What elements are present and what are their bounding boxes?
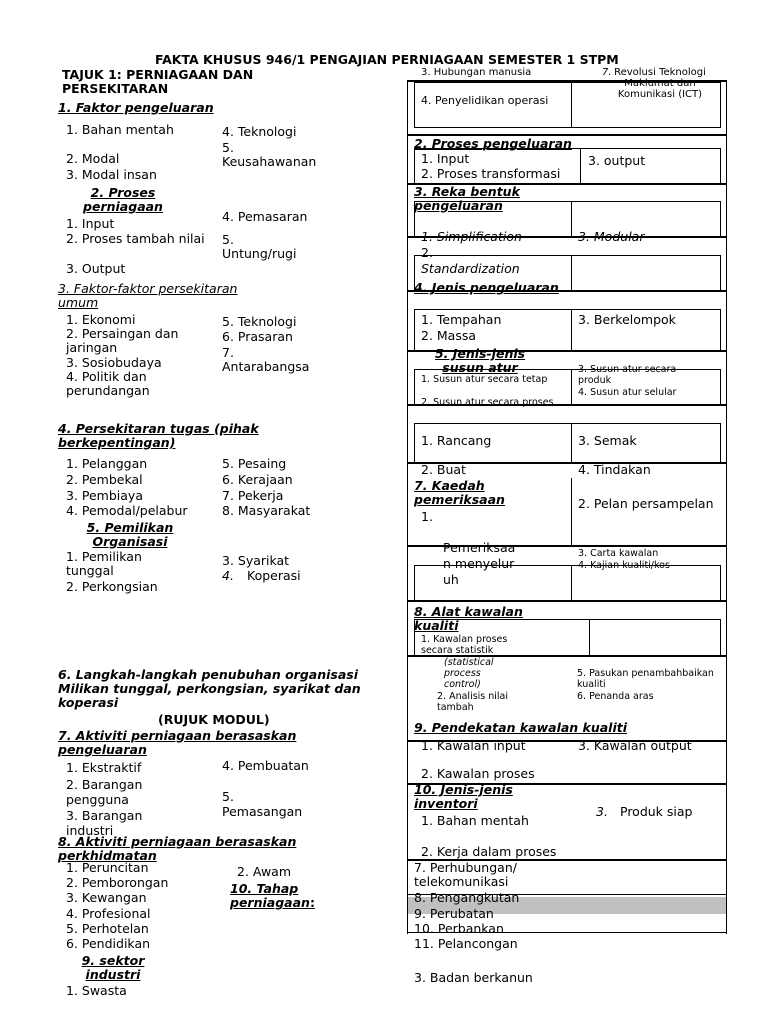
r8-item-1-en: (statistical process control) xyxy=(444,657,494,690)
s1-item-4: 4. Teknologi xyxy=(222,124,297,139)
s9-item-1: 1. Swasta xyxy=(66,983,127,998)
r5-heading: 5. Jenis-jenis susun atur xyxy=(434,346,526,375)
r3-item-2: Standardization xyxy=(421,261,520,276)
s3-item-6: 6. Prasaran xyxy=(222,329,293,344)
list-item-10: 10. Perbankan xyxy=(414,921,504,936)
r10-item-3: Produk siap xyxy=(620,804,693,819)
s1-item-2: 2. Modal xyxy=(66,151,120,166)
r6-item-3: 3. Semak xyxy=(578,433,637,448)
r6-item-4: 4. Tindakan xyxy=(578,462,651,477)
r8-item-6: 6. Penanda aras xyxy=(577,691,654,702)
sector-item-3: 3. Badan berkanun xyxy=(414,970,533,985)
s1-item-5: 5. Keusahawanan xyxy=(222,140,317,169)
r3-item-3: 3. Modular xyxy=(578,229,645,244)
r10-heading: 10. Jenis-jenis inventori xyxy=(414,782,513,811)
topic-title: TAJUK 1: PERNIAGAAN DAN PERSEKITARAN xyxy=(62,67,254,96)
list-item-7: 7. Perhubungan/ telekomunikasi xyxy=(414,860,517,889)
s3-item-4: 4. Politik dan perundangan xyxy=(66,369,150,398)
s7-item-2: 2. Barangan pengguna xyxy=(66,777,143,807)
r9-item-2: 2. Kawalan proses xyxy=(421,766,535,781)
rule xyxy=(571,82,572,127)
s4-item-7: 7. Pekerja xyxy=(222,488,284,503)
r7-item-1: Pemeriksaan menyeluruh xyxy=(443,540,516,587)
r8-item-5: 5. Pasukan penambahbaikan kualiti xyxy=(577,668,714,690)
s4-item-1: 1. Pelanggan xyxy=(66,456,148,471)
rule xyxy=(571,369,572,404)
s4-item-4: 4. Pemodal/pelabur xyxy=(66,503,188,518)
rule xyxy=(571,255,572,290)
r5-item-1: 1. Susun atur secara tetap xyxy=(421,374,548,385)
s8-item-3: 3. Kewangan xyxy=(66,890,147,905)
rule xyxy=(571,565,572,600)
s5-item-4: Koperasi xyxy=(247,568,301,583)
r6-item-1: 1. Rancang xyxy=(421,433,492,448)
s4-item-3: 3. Pembiaya xyxy=(66,488,143,503)
s5-item-4-num: 4. xyxy=(222,568,234,583)
rule xyxy=(589,619,590,655)
s4-item-6: 6. Kerajaan xyxy=(222,472,293,487)
s2-heading: 2. Proses perniagaan xyxy=(83,185,163,214)
rule xyxy=(571,478,572,545)
r4-item-1: 1. Tempahan xyxy=(421,312,502,327)
top-item-7: Revolusi Teknologi Maklumat dan Komunikasi (ICT) xyxy=(614,67,706,100)
s4-heading: 4. Persekitaran tugas (pihak berkepentingan) xyxy=(58,421,259,450)
r3-item-1: 1. Simplification xyxy=(421,229,522,244)
r7-item-4: 4. Kajian kualiti/kos xyxy=(578,560,670,571)
s7-item-4: 4. Pembuatan xyxy=(222,758,309,773)
s3-item-1: 1. Ekonomi xyxy=(66,312,136,327)
s2-item-1: 1. Input xyxy=(66,216,115,231)
r4-item-2: 2. Massa xyxy=(421,328,477,343)
s3-heading: 3. Faktor-faktor persekitaran umum xyxy=(58,281,238,310)
s8-item-1: 1. Peruncitan xyxy=(66,860,149,875)
s10-heading: 10. Tahap perniagaan: xyxy=(230,881,315,910)
rule xyxy=(571,201,572,236)
s8-item-4: 4. Profesional xyxy=(66,906,151,921)
r3-item-2-num: 2. xyxy=(421,245,433,260)
s4-item-2: 2. Pembekal xyxy=(66,472,143,487)
s8-item-5: 5. Perhotelan xyxy=(66,921,149,936)
s1-item-1: 1. Bahan mentah xyxy=(66,122,174,137)
r9-heading: 9. Pendekatan kawalan kualiti xyxy=(414,720,628,735)
s7-item-1: 1. Ekstraktif xyxy=(66,760,142,775)
s1-heading: 1. Faktor pengeluaran xyxy=(58,100,214,115)
s4-item-5: 5. Pesaing xyxy=(222,456,287,471)
s8-item-2: 2. Pemborongan xyxy=(66,875,169,890)
s7-item-3: 3. Barangan industri xyxy=(66,808,143,838)
r2-item-1: 1. Input xyxy=(421,151,470,166)
r9-item-3: 3. Kawalan output xyxy=(578,738,692,753)
r5-item-4: 4. Susun atur selular xyxy=(578,387,677,398)
top-item-3: 3. Hubungan manusia xyxy=(421,67,532,78)
list-item-8: 8. Pengangkutan xyxy=(414,890,520,905)
r2-heading: 2. Proses pengeluaran xyxy=(414,136,572,151)
s8-item-6: 6. Pendidikan xyxy=(66,936,151,951)
r8-item-1: 1. Kawalan proses secara statistik xyxy=(421,634,508,656)
list-item-11: 11. Pelancongan xyxy=(414,936,518,951)
r4-heading: 4. Jenis pengeluaran xyxy=(414,280,559,295)
r8-heading: 8. Alat kawalan kualiti xyxy=(414,604,523,633)
s8-heading: 8. Aktiviti perniagaan berasaskan perkhidmatan xyxy=(58,834,297,863)
s7-item-5: 5. Pemasangan xyxy=(222,789,303,819)
top-item-7-num: 7. xyxy=(602,67,612,78)
s2-item-5: 5. Untung/rugi xyxy=(222,232,297,261)
s5-item-2: 2. Perkongsian xyxy=(66,579,158,594)
s4-item-8: 8. Masyarakat xyxy=(222,503,311,518)
rule xyxy=(571,423,572,462)
s5-heading: 5. Pemilikan Organisasi xyxy=(86,520,174,549)
s5-item-3: 3. Syarikat xyxy=(222,553,290,568)
r5-item-2: 2. Susun atur secara proses xyxy=(421,397,554,408)
list-item-9: 9. Perubatan xyxy=(414,906,494,921)
r5-item-3: 3. Susun atur secara produk xyxy=(578,364,677,386)
s9-item-2: 2. Awam xyxy=(237,864,292,879)
s2-item-2: 2. Proses tambah nilai xyxy=(66,231,205,246)
r10-item-3-num: 3. xyxy=(596,804,608,819)
table-right-border xyxy=(726,80,727,934)
s7-heading: 7. Aktiviti perniagaan berasaskan pengeluaran xyxy=(58,728,297,757)
r6-item-2: 2. Buat xyxy=(421,462,466,477)
s3-item-2: 2. Persaingan dan jaringan xyxy=(66,326,179,355)
table-left-border xyxy=(407,80,408,934)
r7-item-1-num: 1. xyxy=(421,509,433,524)
s6-note: (RUJUK MODUL) xyxy=(158,712,270,727)
rule xyxy=(571,309,572,350)
top-item-4: 4. Penyelidikan operasi xyxy=(421,94,549,107)
s5-item-1: 1. Pemilikan tunggal xyxy=(66,549,142,578)
s3-item-3: 3. Sosiobudaya xyxy=(66,355,162,370)
r8-item-2: 2. Analisis nilai tambah xyxy=(437,691,509,713)
r2-item-3: 3. output xyxy=(588,153,646,168)
s1-item-3: 3. Modal insan xyxy=(66,167,157,182)
s6-heading: 6. Langkah-langkah penubuhan organisasi Milikan tunggal, perkongsian, syarikat dan koperasi xyxy=(58,667,361,710)
page-title: FAKTA KHUSUS 946/1 PENGAJIAN PERNIAGAAN SEMESTER 1 STPM xyxy=(155,52,619,67)
r9-item-1: 1. Kawalan input xyxy=(421,738,526,753)
s2-item-4: 4. Pemasaran xyxy=(222,209,308,224)
r2-item-2: 2. Proses transformasi xyxy=(421,166,561,181)
r7-heading: 7. Kaedah pemeriksaan xyxy=(414,478,505,507)
r10-item-1: 1. Bahan mentah xyxy=(421,813,529,828)
r10-item-2: 2. Kerja dalam proses xyxy=(421,844,557,859)
r7-item-2: 2. Pelan persampelan xyxy=(578,496,714,511)
rule xyxy=(580,148,581,183)
r4-item-3: 3. Berkelompok xyxy=(578,312,676,327)
s3-item-5: 5. Teknologi xyxy=(222,314,297,329)
r3-heading: 3. Reka bentuk pengeluaran xyxy=(414,184,520,213)
r7-item-3: 3. Carta kawalan xyxy=(578,548,659,559)
s9-heading: 9. sektor industri xyxy=(81,953,145,982)
s2-item-3: 3. Output xyxy=(66,261,126,276)
s3-item-7: 7. Antarabangsa xyxy=(222,345,310,374)
